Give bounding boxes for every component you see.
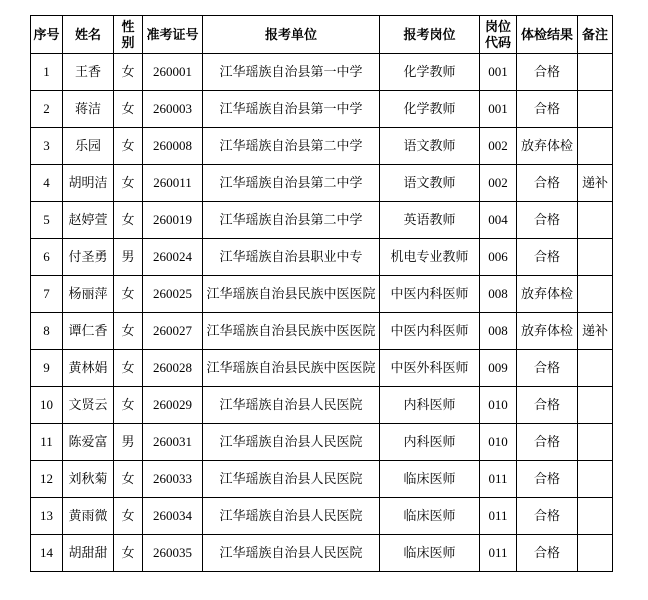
cell-position-code: 008 bbox=[480, 313, 517, 350]
cell-gender: 女 bbox=[114, 165, 143, 202]
cell-remark: 递补 bbox=[578, 313, 613, 350]
cell-position: 语文教师 bbox=[380, 165, 480, 202]
cell-remark bbox=[578, 387, 613, 424]
column-header-remark: 备注 bbox=[578, 16, 613, 54]
table-row bbox=[31, 128, 613, 165]
cell-name: 刘秋菊 bbox=[63, 461, 114, 498]
cell-remark bbox=[578, 202, 613, 239]
column-header-name: 姓名 bbox=[63, 16, 114, 54]
cell-position: 化学教师 bbox=[380, 91, 480, 128]
cell-exam-number: 260003 bbox=[143, 91, 203, 128]
cell-index: 8 bbox=[31, 313, 63, 350]
cell-name: 谭仁香 bbox=[63, 313, 114, 350]
cell-gender: 女 bbox=[114, 498, 143, 535]
cell-position-code: 011 bbox=[480, 535, 517, 572]
cell-exam-number: 260011 bbox=[143, 165, 203, 202]
cell-name: 胡明洁 bbox=[63, 165, 114, 202]
table-row bbox=[31, 350, 613, 387]
cell-position-code: 001 bbox=[480, 91, 517, 128]
cell-result: 合格 bbox=[517, 387, 578, 424]
cell-unit: 江华瑶族自治县第一中学 bbox=[203, 91, 380, 128]
cell-unit: 江华瑶族自治县第二中学 bbox=[203, 128, 380, 165]
cell-name: 付圣勇 bbox=[63, 239, 114, 276]
cell-index: 9 bbox=[31, 350, 63, 387]
cell-result: 合格 bbox=[517, 202, 578, 239]
cell-position: 英语教师 bbox=[380, 202, 480, 239]
table-row bbox=[31, 461, 613, 498]
cell-remark bbox=[578, 91, 613, 128]
cell-unit: 江华瑶族自治县民族中医医院 bbox=[203, 276, 380, 313]
cell-exam-number: 260035 bbox=[143, 535, 203, 572]
cell-result: 合格 bbox=[517, 498, 578, 535]
column-header-unit: 报考单位 bbox=[203, 16, 380, 54]
cell-remark bbox=[578, 498, 613, 535]
cell-position-code: 009 bbox=[480, 350, 517, 387]
cell-exam-number: 260029 bbox=[143, 387, 203, 424]
cell-remark bbox=[578, 350, 613, 387]
cell-position: 中医内科医师 bbox=[380, 313, 480, 350]
cell-gender: 女 bbox=[114, 350, 143, 387]
table-row bbox=[31, 424, 613, 461]
table-row bbox=[31, 498, 613, 535]
cell-position-code: 001 bbox=[480, 54, 517, 91]
column-header-position: 报考岗位 bbox=[380, 16, 480, 54]
table-row bbox=[31, 276, 613, 313]
cell-result: 合格 bbox=[517, 239, 578, 276]
cell-unit: 江华瑶族自治县第二中学 bbox=[203, 165, 380, 202]
column-header-result: 体检结果 bbox=[517, 16, 578, 54]
cell-remark bbox=[578, 128, 613, 165]
cell-exam-number: 260001 bbox=[143, 54, 203, 91]
cell-position: 临床医师 bbox=[380, 498, 480, 535]
cell-exam-number: 260027 bbox=[143, 313, 203, 350]
column-header-position-code: 岗位代码 bbox=[480, 16, 517, 54]
cell-unit: 江华瑶族自治县职业中专 bbox=[203, 239, 380, 276]
cell-remark: 递补 bbox=[578, 165, 613, 202]
cell-position: 语文教师 bbox=[380, 128, 480, 165]
cell-result: 合格 bbox=[517, 535, 578, 572]
cell-index: 7 bbox=[31, 276, 63, 313]
cell-gender: 女 bbox=[114, 202, 143, 239]
table-row bbox=[31, 313, 613, 350]
cell-name: 乐园 bbox=[63, 128, 114, 165]
cell-gender: 男 bbox=[114, 239, 143, 276]
table-row bbox=[31, 239, 613, 276]
cell-index: 14 bbox=[31, 535, 63, 572]
cell-unit: 江华瑶族自治县人民医院 bbox=[203, 498, 380, 535]
table-header bbox=[31, 16, 613, 54]
cell-exam-number: 260034 bbox=[143, 498, 203, 535]
cell-exam-number: 260024 bbox=[143, 239, 203, 276]
cell-position-code: 002 bbox=[480, 165, 517, 202]
cell-gender: 男 bbox=[114, 424, 143, 461]
cell-index: 11 bbox=[31, 424, 63, 461]
table-row bbox=[31, 535, 613, 572]
cell-name: 蒋洁 bbox=[63, 91, 114, 128]
table-row bbox=[31, 387, 613, 424]
cell-gender: 女 bbox=[114, 535, 143, 572]
cell-exam-number: 260033 bbox=[143, 461, 203, 498]
cell-result: 放弃体检 bbox=[517, 276, 578, 313]
cell-index: 13 bbox=[31, 498, 63, 535]
cell-position: 临床医师 bbox=[380, 535, 480, 572]
cell-gender: 女 bbox=[114, 461, 143, 498]
cell-position-code: 011 bbox=[480, 498, 517, 535]
cell-gender: 女 bbox=[114, 128, 143, 165]
cell-unit: 江华瑶族自治县人民医院 bbox=[203, 461, 380, 498]
cell-name: 杨丽萍 bbox=[63, 276, 114, 313]
cell-position: 机电专业教师 bbox=[380, 239, 480, 276]
cell-remark bbox=[578, 276, 613, 313]
cell-result: 合格 bbox=[517, 350, 578, 387]
table-row bbox=[31, 54, 613, 91]
cell-index: 5 bbox=[31, 202, 63, 239]
cell-gender: 女 bbox=[114, 91, 143, 128]
cell-gender: 女 bbox=[114, 387, 143, 424]
cell-result: 合格 bbox=[517, 461, 578, 498]
cell-unit: 江华瑶族自治县民族中医医院 bbox=[203, 313, 380, 350]
cell-result: 放弃体检 bbox=[517, 128, 578, 165]
cell-unit: 江华瑶族自治县民族中医医院 bbox=[203, 350, 380, 387]
cell-exam-number: 260019 bbox=[143, 202, 203, 239]
cell-index: 2 bbox=[31, 91, 63, 128]
cell-position: 中医内科医师 bbox=[380, 276, 480, 313]
cell-index: 6 bbox=[31, 239, 63, 276]
exam-results-table bbox=[30, 15, 613, 572]
header-row bbox=[31, 16, 613, 54]
cell-position: 内科医师 bbox=[380, 387, 480, 424]
cell-name: 胡甜甜 bbox=[63, 535, 114, 572]
cell-unit: 江华瑶族自治县第二中学 bbox=[203, 202, 380, 239]
cell-name: 赵婷萱 bbox=[63, 202, 114, 239]
cell-remark bbox=[578, 461, 613, 498]
cell-gender: 女 bbox=[114, 54, 143, 91]
cell-remark bbox=[578, 535, 613, 572]
table-body bbox=[31, 54, 613, 572]
cell-name: 陈爱富 bbox=[63, 424, 114, 461]
cell-result: 合格 bbox=[517, 54, 578, 91]
cell-unit: 江华瑶族自治县第一中学 bbox=[203, 54, 380, 91]
cell-index: 1 bbox=[31, 54, 63, 91]
cell-remark bbox=[578, 239, 613, 276]
cell-result: 放弃体检 bbox=[517, 313, 578, 350]
cell-index: 12 bbox=[31, 461, 63, 498]
cell-position: 中医外科医师 bbox=[380, 350, 480, 387]
cell-index: 10 bbox=[31, 387, 63, 424]
column-header-gender: 性别 bbox=[114, 16, 143, 54]
cell-position-code: 011 bbox=[480, 461, 517, 498]
column-header-exam-number: 准考证号 bbox=[143, 16, 203, 54]
cell-position: 内科医师 bbox=[380, 424, 480, 461]
column-header-index: 序号 bbox=[31, 16, 63, 54]
cell-name: 王香 bbox=[63, 54, 114, 91]
cell-name: 文贤云 bbox=[63, 387, 114, 424]
cell-remark bbox=[578, 54, 613, 91]
cell-exam-number: 260031 bbox=[143, 424, 203, 461]
cell-position-code: 006 bbox=[480, 239, 517, 276]
table-row bbox=[31, 165, 613, 202]
cell-result: 合格 bbox=[517, 91, 578, 128]
cell-position: 临床医师 bbox=[380, 461, 480, 498]
cell-exam-number: 260025 bbox=[143, 276, 203, 313]
cell-result: 合格 bbox=[517, 424, 578, 461]
cell-exam-number: 260028 bbox=[143, 350, 203, 387]
cell-result: 合格 bbox=[517, 165, 578, 202]
cell-name: 黄雨微 bbox=[63, 498, 114, 535]
cell-name: 黄林娟 bbox=[63, 350, 114, 387]
cell-unit: 江华瑶族自治县人民医院 bbox=[203, 387, 380, 424]
table-row bbox=[31, 202, 613, 239]
table-row bbox=[31, 91, 613, 128]
cell-index: 3 bbox=[31, 128, 63, 165]
cell-position-code: 010 bbox=[480, 387, 517, 424]
cell-gender: 女 bbox=[114, 276, 143, 313]
cell-position: 化学教师 bbox=[380, 54, 480, 91]
cell-position-code: 010 bbox=[480, 424, 517, 461]
cell-position-code: 002 bbox=[480, 128, 517, 165]
cell-exam-number: 260008 bbox=[143, 128, 203, 165]
cell-unit: 江华瑶族自治县人民医院 bbox=[203, 424, 380, 461]
cell-unit: 江华瑶族自治县人民医院 bbox=[203, 535, 380, 572]
cell-remark bbox=[578, 424, 613, 461]
cell-position-code: 008 bbox=[480, 276, 517, 313]
cell-gender: 女 bbox=[114, 313, 143, 350]
cell-position-code: 004 bbox=[480, 202, 517, 239]
exam-results-table-container bbox=[30, 15, 613, 572]
cell-index: 4 bbox=[31, 165, 63, 202]
